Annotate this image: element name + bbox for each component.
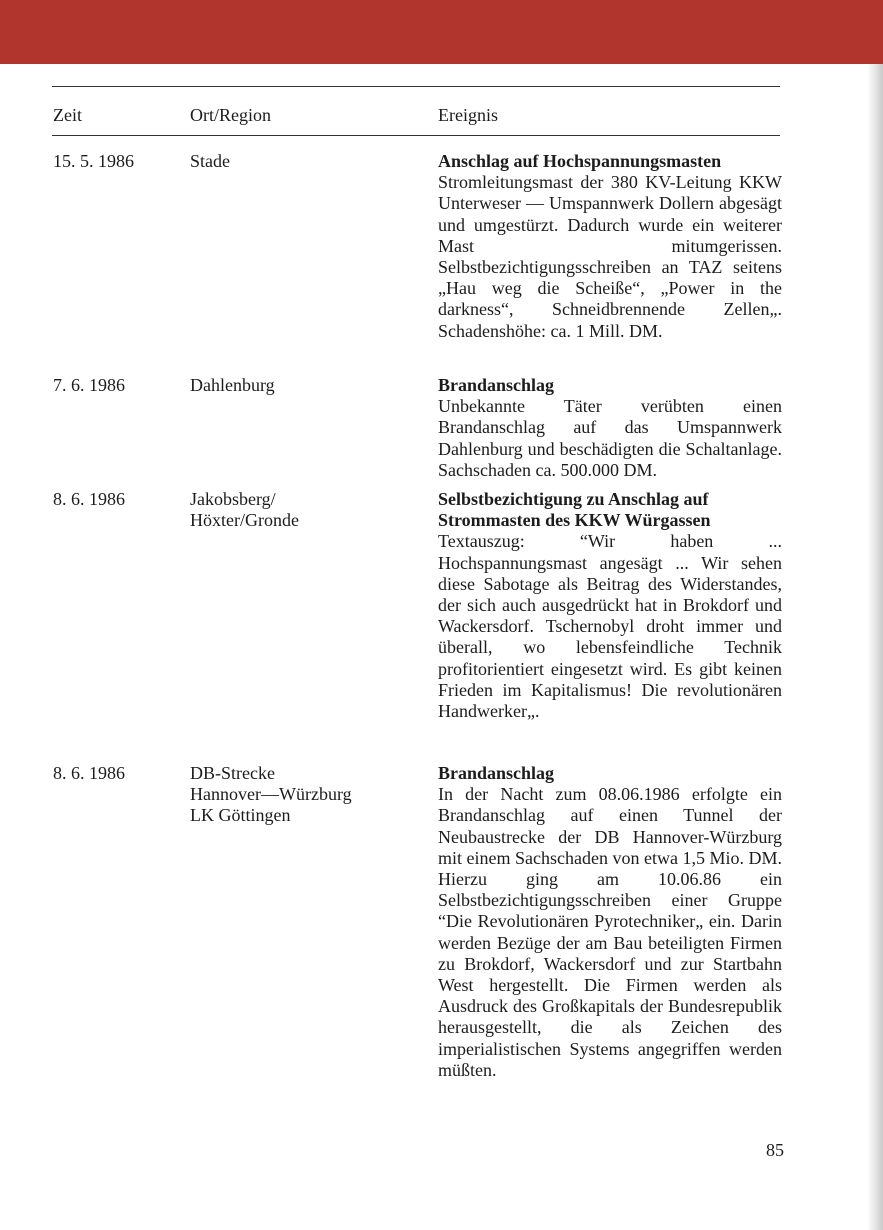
table-top-rule: [52, 86, 780, 87]
column-header-zeit: Zeit: [53, 105, 82, 125]
event-title: Brandanschlag: [438, 763, 555, 783]
place-line: Dahlenburg: [190, 375, 275, 395]
row-place: [190, 763, 420, 827]
row-date: 15. 5. 1986: [53, 151, 134, 171]
page-number: 85: [766, 1140, 784, 1160]
place-line: Hannover—Würzburg: [190, 784, 352, 805]
event-text: In der Nacht zum 08.06.1986 erfolgte ein Brandanschlag auf einen Tunnel der Neubaustrecke der DB Hannover-Würzburg mit einem Sachschaden von etwa 1,5 Mio. DM. Hierzu ging am 10.06.86 ein Selbstbezichtigungsschreiben einer Gruppe “Die Revolutionären Pyrotechniker„ ein. Darin werden Bezüge der am Bau beteiligten Firmen zu Brokdorf, Wackersdorf und zur Startbahn West hergestellt. Die Firmen werden als Ausdruck des Großkapitals der Bundesrepublik herausgestellt, die als Zeichen des imperialistischen Systems angegriffen werden müßten.: [438, 784, 782, 1080]
row-place: [190, 375, 420, 396]
place-line: Jakobsberg/: [190, 489, 276, 509]
place-line: LK Göttingen: [190, 805, 291, 826]
column-header-ort-region: Ort/Region: [190, 105, 271, 125]
event-text: Unbekannte Täter verübten einen Brandanschlag auf das Umspannwerk Dahlenburg und beschädigten die Schaltanlage. Sachschaden ca. 500.000 DM.: [438, 396, 782, 480]
place-line: DB-Strecke: [190, 763, 275, 783]
row-event: [438, 375, 782, 481]
page-edge-shadow: [867, 64, 883, 1230]
event-text: Textauszug: “Wir haben ... Hochspannungsmast angesägt ... Wir sehen diese Sabotage als Beitrag des Widerstandes, der sich auch ausgedrückt hat in Brokdorf und Wackersdorf. Tschernobyl droht immer und überall, wo lebensfeindliche Technik profitorientiert eingesetzt wird. Es gibt keinen Frieden im Kapitalismus! Die revolutionären Handwerker„.: [438, 531, 782, 722]
row-date: 7. 6. 1986: [53, 375, 125, 395]
row-place: [190, 151, 420, 172]
column-header-ereignis: Ereignis: [438, 105, 498, 125]
event-title: Brandanschlag: [438, 375, 555, 395]
event-title: Anschlag auf Hochspannungsmasten: [438, 151, 722, 171]
row-date: 8. 6. 1986: [53, 763, 125, 783]
header-color-band: [0, 0, 883, 64]
place-line: Stade: [190, 151, 230, 171]
row-date: 8. 6. 1986: [53, 489, 125, 509]
row-event: [438, 763, 782, 1081]
place-line: Höxter/Gronde: [190, 510, 299, 531]
table-header-rule: [52, 135, 780, 136]
row-event: [438, 151, 782, 342]
event-text: Stromleitungsmast der 380 KV-Leitung KKW Unterweser — Umspannwerk Dollern abgesägt und umgestürzt. Dadurch wurde ein weiterer Mast mitumgerissen. Selbstbezichtigungsschreiben an TAZ seitens „Hau weg die Scheiße“, „Power in the darkness“, Schneidbrennende Zellen„. Schadenshöhe: ca. 1 Mill. DM.: [438, 172, 782, 341]
row-place: [190, 489, 420, 531]
row-event: [438, 489, 782, 722]
event-title: Selbstbezichtigung zu Anschlag auf Strommasten des KKW Würgassen: [438, 489, 711, 531]
